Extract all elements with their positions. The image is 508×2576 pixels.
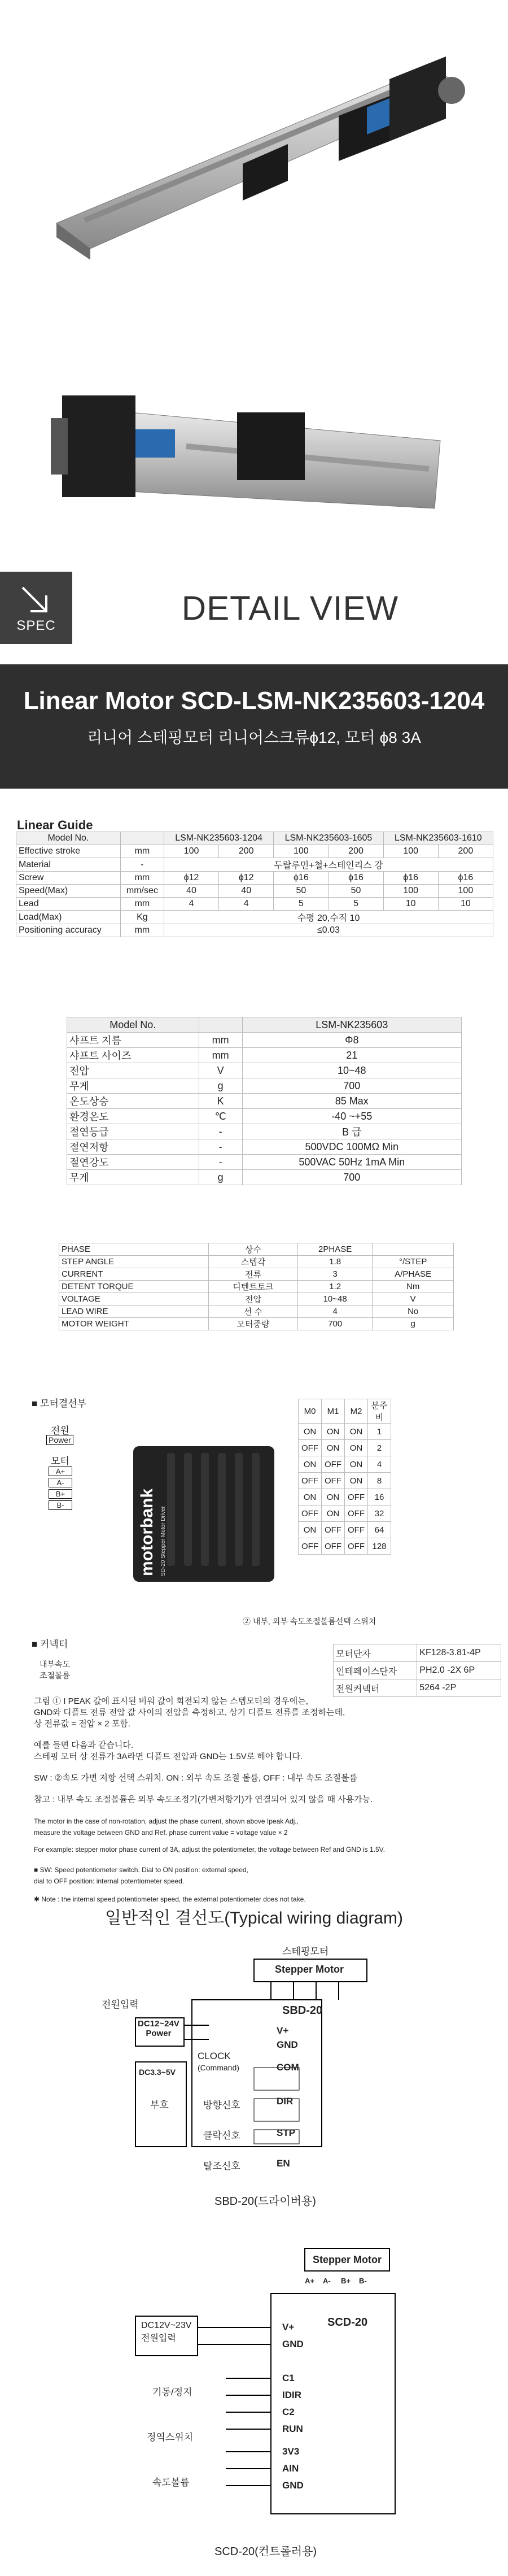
pin2-idir: IDIR	[282, 2390, 301, 2400]
table-cell: ON	[322, 1440, 345, 1456]
table-cell: CURRENT	[59, 1268, 209, 1281]
table-cell: ON	[299, 1522, 322, 1538]
table-cell: ϕ16	[383, 872, 438, 885]
table-cell: ℃	[199, 1109, 242, 1124]
row-label: Lead	[16, 898, 121, 911]
motor-spec-table	[67, 1017, 462, 1185]
table-row	[67, 1124, 462, 1139]
table-cell: 절연저항	[67, 1139, 199, 1155]
table-cell: 전류	[208, 1268, 297, 1281]
table-cell: V	[373, 1293, 454, 1306]
table-row	[67, 1139, 462, 1155]
table-cell: 수평 20,수직 10	[164, 911, 493, 924]
table-header-cell: LSM-NK235603-1605	[274, 832, 383, 845]
table-cell: -	[199, 1139, 242, 1155]
table-row	[67, 1078, 462, 1094]
table-row	[299, 1424, 391, 1440]
motor-pin-2-a-minus: A-	[323, 2277, 331, 2285]
driver-name-1: SBD-20	[282, 2004, 323, 2017]
table-cell: 32	[368, 1505, 391, 1522]
table-cell: 1.2	[297, 1281, 372, 1293]
table-cell: 절연강도	[67, 1155, 199, 1170]
note-line: 예를 들면 다음과 같습니다.	[34, 1740, 134, 1750]
table-row	[16, 898, 493, 911]
pin-stp: STP	[277, 2127, 296, 2138]
table-cell: 3	[297, 1268, 372, 1281]
stepper-motor-box-2: Stepper Motor	[312, 2254, 382, 2265]
power-box-1: DC12~24V Power	[138, 2019, 179, 2038]
pin2-c1: C1	[282, 2373, 295, 2383]
brand-logo	[138, 1537, 157, 1576]
table-cell: 4	[219, 898, 274, 911]
table-cell: 40	[219, 885, 274, 898]
table-cell: 50	[329, 885, 383, 898]
table-row	[299, 1522, 391, 1538]
table-cell: ON	[322, 1505, 345, 1522]
row-unit: mm/sec	[120, 885, 164, 898]
table-header-cell: M0	[299, 1399, 322, 1424]
pin2-3v3: 3V3	[282, 2446, 300, 2457]
dip-switch-note: ② 내부, 외부 속도조절볼륨선택 스위치	[243, 1617, 376, 1626]
table-cell: -	[199, 1155, 242, 1170]
wiring-diagram-title: 일반적인 결선도(Typical wiring diagram)	[105, 1909, 403, 1927]
power-box-2: DC12V~23V 전원입력	[141, 2321, 192, 2343]
table-cell: 100	[438, 885, 493, 898]
table-row	[299, 1456, 391, 1473]
table-cell: PHASE	[59, 1243, 209, 1256]
table-cell: 50	[274, 885, 329, 898]
table-row	[16, 924, 493, 937]
table-cell: ON	[345, 1424, 368, 1440]
table-cell: ϕ12	[219, 872, 274, 885]
power-tag: Power	[46, 1435, 73, 1445]
table-row	[299, 1489, 391, 1505]
table-row	[16, 845, 493, 858]
table-cell: g	[199, 1170, 242, 1185]
table-cell: 5	[329, 898, 383, 911]
table-cell: No	[373, 1306, 454, 1318]
table-cell: 100	[164, 845, 218, 858]
table-cell: LEAD WIRE	[59, 1306, 209, 1318]
spec-badge	[0, 572, 72, 644]
microstep-mode-table	[298, 1399, 391, 1555]
row-label: Load(Max)	[16, 911, 121, 924]
note-line: dial to OFF position: internal potentiometer speed.	[34, 1877, 185, 1885]
table-row	[67, 1063, 462, 1078]
note-line: 참고 : 내부 속도 조절볼륨은 외부 속도조정기(가변저항기)가 연결되어 있지 않을 때 사용가능.	[34, 1795, 373, 1804]
pin2-gnd-2: GND	[282, 2480, 304, 2491]
note-line: measure the voltage between GND and Ref. phase current value = voltage value × 2	[34, 1829, 288, 1837]
table-cell: V	[199, 1063, 242, 1078]
table-cell: 16	[368, 1489, 391, 1505]
table-cell: ON	[322, 1489, 345, 1505]
table-cell: mm	[199, 1048, 242, 1063]
table-cell: B 급	[242, 1124, 461, 1139]
pin2-run: RUN	[282, 2423, 303, 2434]
table-cell: OFF	[322, 1522, 345, 1538]
note-line: The motor in the case of non-rotation, adjust the phase current, shown above Ipeak Adj.,	[34, 1817, 299, 1825]
table-cell: ϕ16	[438, 872, 493, 885]
table-cell: 700	[297, 1318, 372, 1330]
table-header-cell: Model No.	[67, 1017, 199, 1033]
pin2-ain: AIN	[282, 2463, 299, 2474]
product-banner	[0, 664, 508, 789]
table-cell: °/STEP	[373, 1256, 454, 1268]
motor-pin-a-minus: A-	[49, 1478, 72, 1487]
table-cell: ϕ16	[329, 872, 383, 885]
table-row	[59, 1243, 454, 1256]
table-cell: MOTOR WEIGHT	[59, 1318, 209, 1330]
table-cell: 1	[368, 1424, 391, 1440]
table-cell: 전압	[67, 1063, 199, 1078]
table-cell: 100	[383, 845, 438, 858]
row-label: Positioning accuracy	[16, 924, 121, 937]
pin-com: COM	[277, 2062, 299, 2073]
table-cell: 선 수	[208, 1306, 297, 1318]
row-label: Screw	[16, 872, 121, 885]
table-cell: 모터단자	[334, 1644, 417, 1662]
linear-guide-table	[16, 832, 493, 937]
signal-direction-label: 방향신호	[203, 2100, 240, 2111]
table-row	[67, 1094, 462, 1109]
motor-pin-a-plus: A+	[49, 1467, 72, 1476]
clock-label: CLOCK	[198, 2051, 231, 2061]
product-subtitle: 리니어 스테핑모터 리니어스크류ϕ12, 모터 ϕ8 3A	[87, 729, 421, 746]
stepper-motor-box-1: Stepper Motor	[274, 1964, 344, 1975]
table-cell: 200	[219, 845, 274, 858]
table-cell: OFF	[345, 1489, 368, 1505]
table-cell: OFF	[299, 1473, 322, 1489]
table-row	[16, 885, 493, 898]
table-cell: KF128-3.81-4P	[417, 1644, 501, 1662]
brand-sub: SD-20 Stepper Motor Driver	[160, 1506, 167, 1576]
table-header-cell	[120, 832, 164, 845]
table-cell: 무게	[67, 1170, 199, 1185]
note-line: 그림 ① I PEAK 값에 표시된 비워 값이 회전되지 않는 스텝모터의 경우에는,	[34, 1696, 308, 1706]
product-title: Linear Motor SCD-LSM-NK235603-1204	[23, 687, 485, 715]
table-header-cell	[199, 1017, 242, 1033]
diagram-1-caption: SBD-20(드라이버용)	[214, 2195, 316, 2208]
table-cell: mm	[199, 1033, 242, 1048]
table-cell: -	[199, 1124, 242, 1139]
table-cell: 5	[274, 898, 329, 911]
speed-volume-label: 내부속도 조절볼륨	[40, 1660, 71, 1680]
table-cell: 1.8	[297, 1256, 372, 1268]
table-header-cell: LSM-NK235603-1204	[164, 832, 273, 845]
table-row	[334, 1644, 501, 1662]
table-header-row	[67, 1017, 462, 1033]
table-cell: 200	[329, 845, 383, 858]
row-unit: mm	[120, 898, 164, 911]
table-cell: 샤프트 사이즈	[67, 1048, 199, 1063]
table-cell: 4	[368, 1456, 391, 1473]
table-cell: 21	[242, 1048, 461, 1063]
table-cell: ON	[345, 1473, 368, 1489]
table-cell: 200	[438, 845, 493, 858]
table-cell: 4	[297, 1306, 372, 1318]
start-stop-label: 기동/정지	[152, 2387, 192, 2397]
table-cell: ON	[345, 1456, 368, 1473]
table-row	[16, 872, 493, 885]
table-row	[67, 1109, 462, 1124]
table-cell: ON	[299, 1424, 322, 1440]
command-label: (Command)	[198, 2063, 239, 2072]
phase-spec-table	[59, 1243, 454, 1330]
motor-pin-b-minus: B-	[49, 1500, 72, 1510]
table-row	[59, 1306, 454, 1318]
signal-step-loss-label: 탈조신호	[203, 2161, 240, 2172]
table-cell: 700	[242, 1170, 461, 1185]
pin-gnd-1: GND	[277, 2039, 298, 2050]
motor-pin-2-a-plus: A+	[305, 2277, 314, 2285]
table-cell: Φ8	[242, 1033, 461, 1048]
table-row	[334, 1662, 501, 1679]
note-line: GND와 디플트 전류 전압 값 사이의 전압을 측정하고, 상기 디플트 전류를 조정하는데,	[34, 1708, 345, 1717]
table-cell: DETENT TORQUE	[59, 1281, 209, 1293]
direction-switch-label: 정역스위치	[147, 2432, 194, 2443]
table-row	[299, 1538, 391, 1555]
note-line: For example: stepper motor phase current of 3A, adjust the potentiometer, the voltage between Ref and GND is 1.5V.	[34, 1846, 385, 1853]
note-line: SW : ②속도 가변 저항 선택 스위치. ON : 외부 속도 조절 볼륨, OFF : 내부 속도 조절볼륨	[34, 1773, 358, 1783]
note-line: ✱ Note : the internal speed potentiometer speed, the external potentiometer does not take.	[34, 1895, 306, 1903]
table-cell: 5264 -2P	[417, 1679, 501, 1697]
table-cell: 무게	[67, 1078, 199, 1094]
table-row	[16, 858, 493, 872]
table-header-cell: 분주비	[368, 1399, 391, 1424]
table-cell: 환경온도	[67, 1109, 199, 1124]
table-cell: 10	[438, 898, 493, 911]
table-cell: 인테페이스단자	[334, 1662, 417, 1679]
table-cell: 전원커넥터	[334, 1679, 417, 1697]
table-cell: g	[199, 1078, 242, 1094]
table-header-cell: M2	[345, 1399, 368, 1424]
table-header-cell: LSM-NK235603	[242, 1017, 461, 1033]
table-cell: 전압	[208, 1293, 297, 1306]
table-cell: 디텐트토크	[208, 1281, 297, 1293]
table-row	[67, 1155, 462, 1170]
table-cell: 85 Max	[242, 1094, 461, 1109]
pin-v-plus-1: V+	[277, 2025, 289, 2036]
table-cell: 128	[368, 1538, 391, 1555]
table-cell: 2	[368, 1440, 391, 1456]
linear-guide-title: Linear Guide	[17, 818, 93, 832]
table-cell: STEP ANGLE	[59, 1256, 209, 1268]
table-cell: ON	[345, 1440, 368, 1456]
dc-voltage-label: DC3.3~5V	[139, 2068, 176, 2077]
table-cell: 700	[242, 1078, 461, 1094]
row-label: Speed(Max)	[16, 885, 121, 898]
pin-en: EN	[277, 2158, 290, 2169]
table-cell: OFF	[345, 1522, 368, 1538]
table-cell: OFF	[322, 1473, 345, 1489]
table-cell: ϕ16	[274, 872, 329, 885]
table-cell: K	[199, 1094, 242, 1109]
motor-pin-b-plus: B+	[49, 1489, 72, 1499]
table-cell: 절연등급	[67, 1124, 199, 1139]
table-row	[59, 1293, 454, 1306]
note-line: ■ SW: Speed potentiometer switch. Dial to ON position: external speed,	[34, 1866, 248, 1874]
table-cell: ON	[299, 1456, 322, 1473]
connector-table	[333, 1644, 501, 1697]
row-unit: mm	[120, 845, 164, 858]
table-cell: Nm	[373, 1281, 454, 1293]
motor-label: 모터	[51, 1456, 69, 1467]
motor-pin-2-b-minus: B-	[359, 2277, 367, 2285]
diagram-2-caption: SCD-20(컨트롤러용)	[214, 2545, 317, 2558]
table-row	[334, 1679, 501, 1697]
table-cell: OFF	[345, 1538, 368, 1555]
pin2-gnd: GND	[282, 2339, 304, 2349]
table-cell: 4	[164, 898, 218, 911]
table-cell: 샤프트 지름	[67, 1033, 199, 1048]
speed-volume-label-2: 속도볼륨	[152, 2477, 190, 2488]
signal-sign-label: 부호	[150, 2100, 169, 2111]
table-cell: 10	[383, 898, 438, 911]
table-cell: 10~48	[242, 1063, 461, 1078]
table-cell: 500VAC 50Hz 1mA Min	[242, 1155, 461, 1170]
table-cell: OFF	[299, 1505, 322, 1522]
row-unit: mm	[120, 872, 164, 885]
table-row	[59, 1318, 454, 1330]
table-cell: 500VDC 100MΩ Min	[242, 1139, 461, 1155]
table-row	[16, 911, 493, 924]
table-row	[299, 1473, 391, 1489]
row-unit: -	[120, 858, 164, 872]
table-cell: 두랄루민+철+스테인리스 강	[164, 858, 493, 872]
pin2-c2: C2	[282, 2407, 295, 2417]
table-row	[67, 1033, 462, 1048]
spec-badge-label: SPEC	[16, 618, 56, 633]
table-row	[59, 1268, 454, 1281]
table-cell: 스텝각	[208, 1256, 297, 1268]
table-cell: g	[373, 1318, 454, 1330]
table-cell: OFF	[345, 1505, 368, 1522]
table-cell: OFF	[322, 1538, 345, 1555]
motor-pin-2-b-plus: B+	[341, 2277, 351, 2285]
note-line: 스테핑 모터 상 전류가 3A라면 디플트 전압과 GND는 1.5V로 해야 합니다.	[34, 1752, 303, 1761]
power-input-label: 전원입력	[102, 1999, 139, 2010]
table-row	[67, 1170, 462, 1185]
arrow-down-right-icon	[19, 584, 51, 616]
row-label: Effective stroke	[16, 845, 121, 858]
table-cell: 2PHASE	[297, 1243, 372, 1256]
table-header-cell: Model No.	[16, 832, 121, 845]
table-cell: 10~48	[297, 1293, 372, 1306]
row-unit: Kg	[120, 911, 164, 924]
table-cell: 8	[368, 1473, 391, 1489]
table-cell: 모터중량	[208, 1318, 297, 1330]
table-cell: A/PHASE	[373, 1268, 454, 1281]
table-cell: ON	[322, 1424, 345, 1440]
note-line: 상 전류값 = 전압 × 2 포함.	[34, 1719, 130, 1729]
table-cell: ON	[299, 1489, 322, 1505]
table-cell: VOLTAGE	[59, 1293, 209, 1306]
stepper-motor-label-1: 스테핑모터	[282, 1946, 329, 1957]
table-cell: OFF	[322, 1456, 345, 1473]
table-row	[299, 1440, 391, 1456]
driver-name-2: SCD-20	[327, 2316, 368, 2329]
pin2-v-plus: V+	[282, 2322, 295, 2333]
product-photo-top	[0, 0, 508, 266]
table-header-cell: M1	[322, 1399, 345, 1424]
table-row	[299, 1505, 391, 1522]
table-cell: -40 ~+55	[242, 1109, 461, 1124]
table-cell: 100	[383, 885, 438, 898]
table-cell: ≤0.03	[164, 924, 493, 937]
connector-section-label: ■ 커넥터	[32, 1639, 68, 1650]
row-label: Material	[16, 858, 121, 872]
pin-dir: DIR	[277, 2096, 294, 2107]
table-cell	[373, 1243, 454, 1256]
table-cell: 40	[164, 885, 218, 898]
table-cell: OFF	[299, 1440, 322, 1456]
table-header-row	[299, 1399, 391, 1424]
table-header-cell: LSM-NK235603-1610	[383, 832, 493, 845]
table-cell: ϕ12	[164, 872, 218, 885]
power-label: 전원	[51, 1425, 69, 1436]
table-cell: PH2.0 -2X 6P	[417, 1662, 501, 1679]
detail-view-title: DETAIL VIEW	[181, 589, 399, 627]
table-cell: 상수	[208, 1243, 297, 1256]
table-header-row	[16, 832, 493, 845]
table-row	[59, 1256, 454, 1268]
table-row	[67, 1048, 462, 1063]
motor-wiring-section-label: ■ 모터결선부	[32, 1398, 87, 1409]
table-cell: 100	[274, 845, 329, 858]
product-photo-bottom	[0, 350, 508, 565]
table-row	[59, 1281, 454, 1293]
table-cell: 온도상승	[67, 1094, 199, 1109]
row-unit: mm	[120, 924, 164, 937]
table-cell: 64	[368, 1522, 391, 1538]
signal-clock-label: 클락신호	[203, 2130, 240, 2141]
table-cell: OFF	[299, 1538, 322, 1555]
